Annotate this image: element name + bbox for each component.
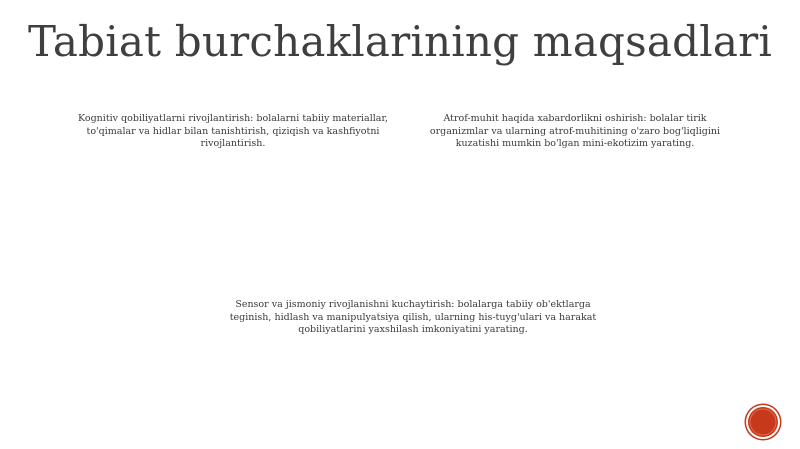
goal-environment-text: Atrof-muhit haqida xabardorlikni oshirish: bolalar tirik organizmlar va ularning atrof-muhitining o'zaro bog'liqligini kuzatishi mumkin bo'lgan mini-ekotizim yarating.	[429, 113, 721, 149]
slide-title: Tabiat burchaklarining maqsadlari	[27, 17, 773, 66]
goal-sensory-text: Sensor va jismoniy rivojlanishni kuchaytirish: bolalarga tabiiy ob'ektlarga teginish, hidlash va manipulyatsiya qilish, ularning his-tuyg'ulari va harakat qobiliyatlarini yaxshilash imkoniyatini yarating.	[229, 299, 597, 335]
slide-nav-button[interactable]	[748, 407, 778, 437]
goal-cognitive-text: Kognitiv qobiliyatlarni rivojlantirish: bolalarni tabiiy materiallar, to'qimalar va hidlar bilan tanishtirish, qiziqish va kashfiyotni rivojlantirish.	[78, 113, 388, 149]
circle-nav-icon	[748, 407, 778, 437]
